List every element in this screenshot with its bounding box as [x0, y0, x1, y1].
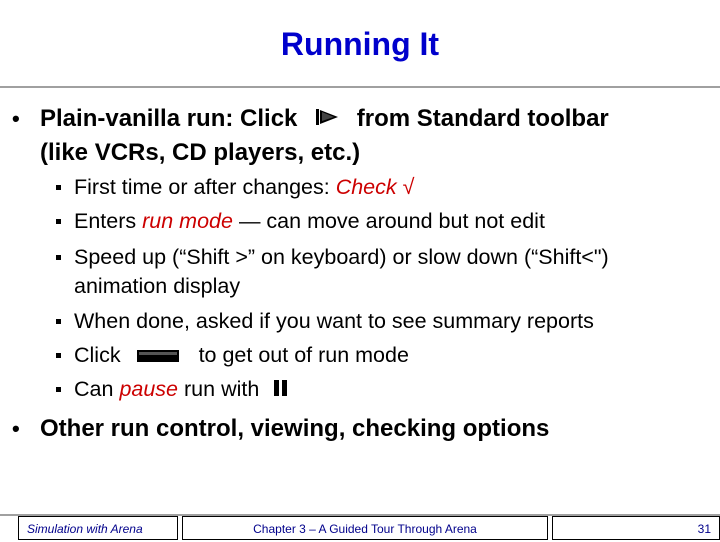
subbullet-text: — can move around but not edit [238, 209, 545, 233]
pause-icon [273, 376, 289, 405]
square-bullet [56, 319, 61, 324]
bullet-dot: • [12, 416, 20, 441]
subbullet-text: Click [74, 343, 121, 367]
footer-chapter: Chapter 3 – A Guided Tour Through Arena [182, 516, 548, 540]
bullet-text-line2: (like VCRs, CD players, etc.) [40, 139, 361, 167]
subbullet-text: Can [74, 377, 114, 401]
subbullet-text: Enters [74, 209, 137, 233]
square-bullet [56, 353, 61, 358]
play-icon [314, 103, 342, 136]
bullet-other-options [12, 412, 550, 445]
bullet-plain-vanilla-run [12, 102, 609, 169]
subbullet-pause [74, 375, 289, 405]
square-bullet [56, 255, 61, 260]
slide-footer [0, 514, 720, 542]
square-bullet [56, 219, 61, 224]
subbullet-text: run with [184, 377, 260, 401]
subbullet-text: When done, asked if you want to see summary reports [74, 309, 594, 333]
subbullet-text-cont: animation display [74, 274, 241, 298]
end-run-icon [137, 342, 179, 371]
subbullet-text: to get out of run mode [198, 343, 409, 367]
run-mode-emphasis: run mode [142, 209, 233, 233]
square-bullet [56, 185, 61, 190]
pause-emphasis: pause [119, 377, 179, 401]
square-bullet [56, 387, 61, 392]
subbullet-summary [74, 307, 594, 336]
bullet-text-post: from Standard toolbar [356, 105, 609, 132]
subbullet-run-mode [74, 207, 545, 236]
subbullet-first-time [74, 173, 414, 202]
check-emphasis: Check [335, 175, 397, 199]
footer-course: Simulation with Arena [18, 516, 178, 540]
subbullet-speed [74, 243, 609, 301]
check-icon: √ [402, 175, 415, 199]
subbullet-text: First time or after changes: [74, 175, 330, 199]
subbullet-text: Speed up (“Shift >” on keyboard) or slow down (“Shift<") [74, 245, 609, 269]
footer-page-number: 31 [552, 516, 720, 540]
bullet-text: Other run control, viewing, checking options [40, 415, 550, 442]
bullet-dot: • [12, 106, 20, 131]
subbullet-end-run [74, 341, 409, 371]
title-divider [0, 86, 720, 88]
slide-title: Running It [280, 26, 440, 62]
bullet-text-pre: Plain-vanilla run: Click [40, 105, 298, 132]
